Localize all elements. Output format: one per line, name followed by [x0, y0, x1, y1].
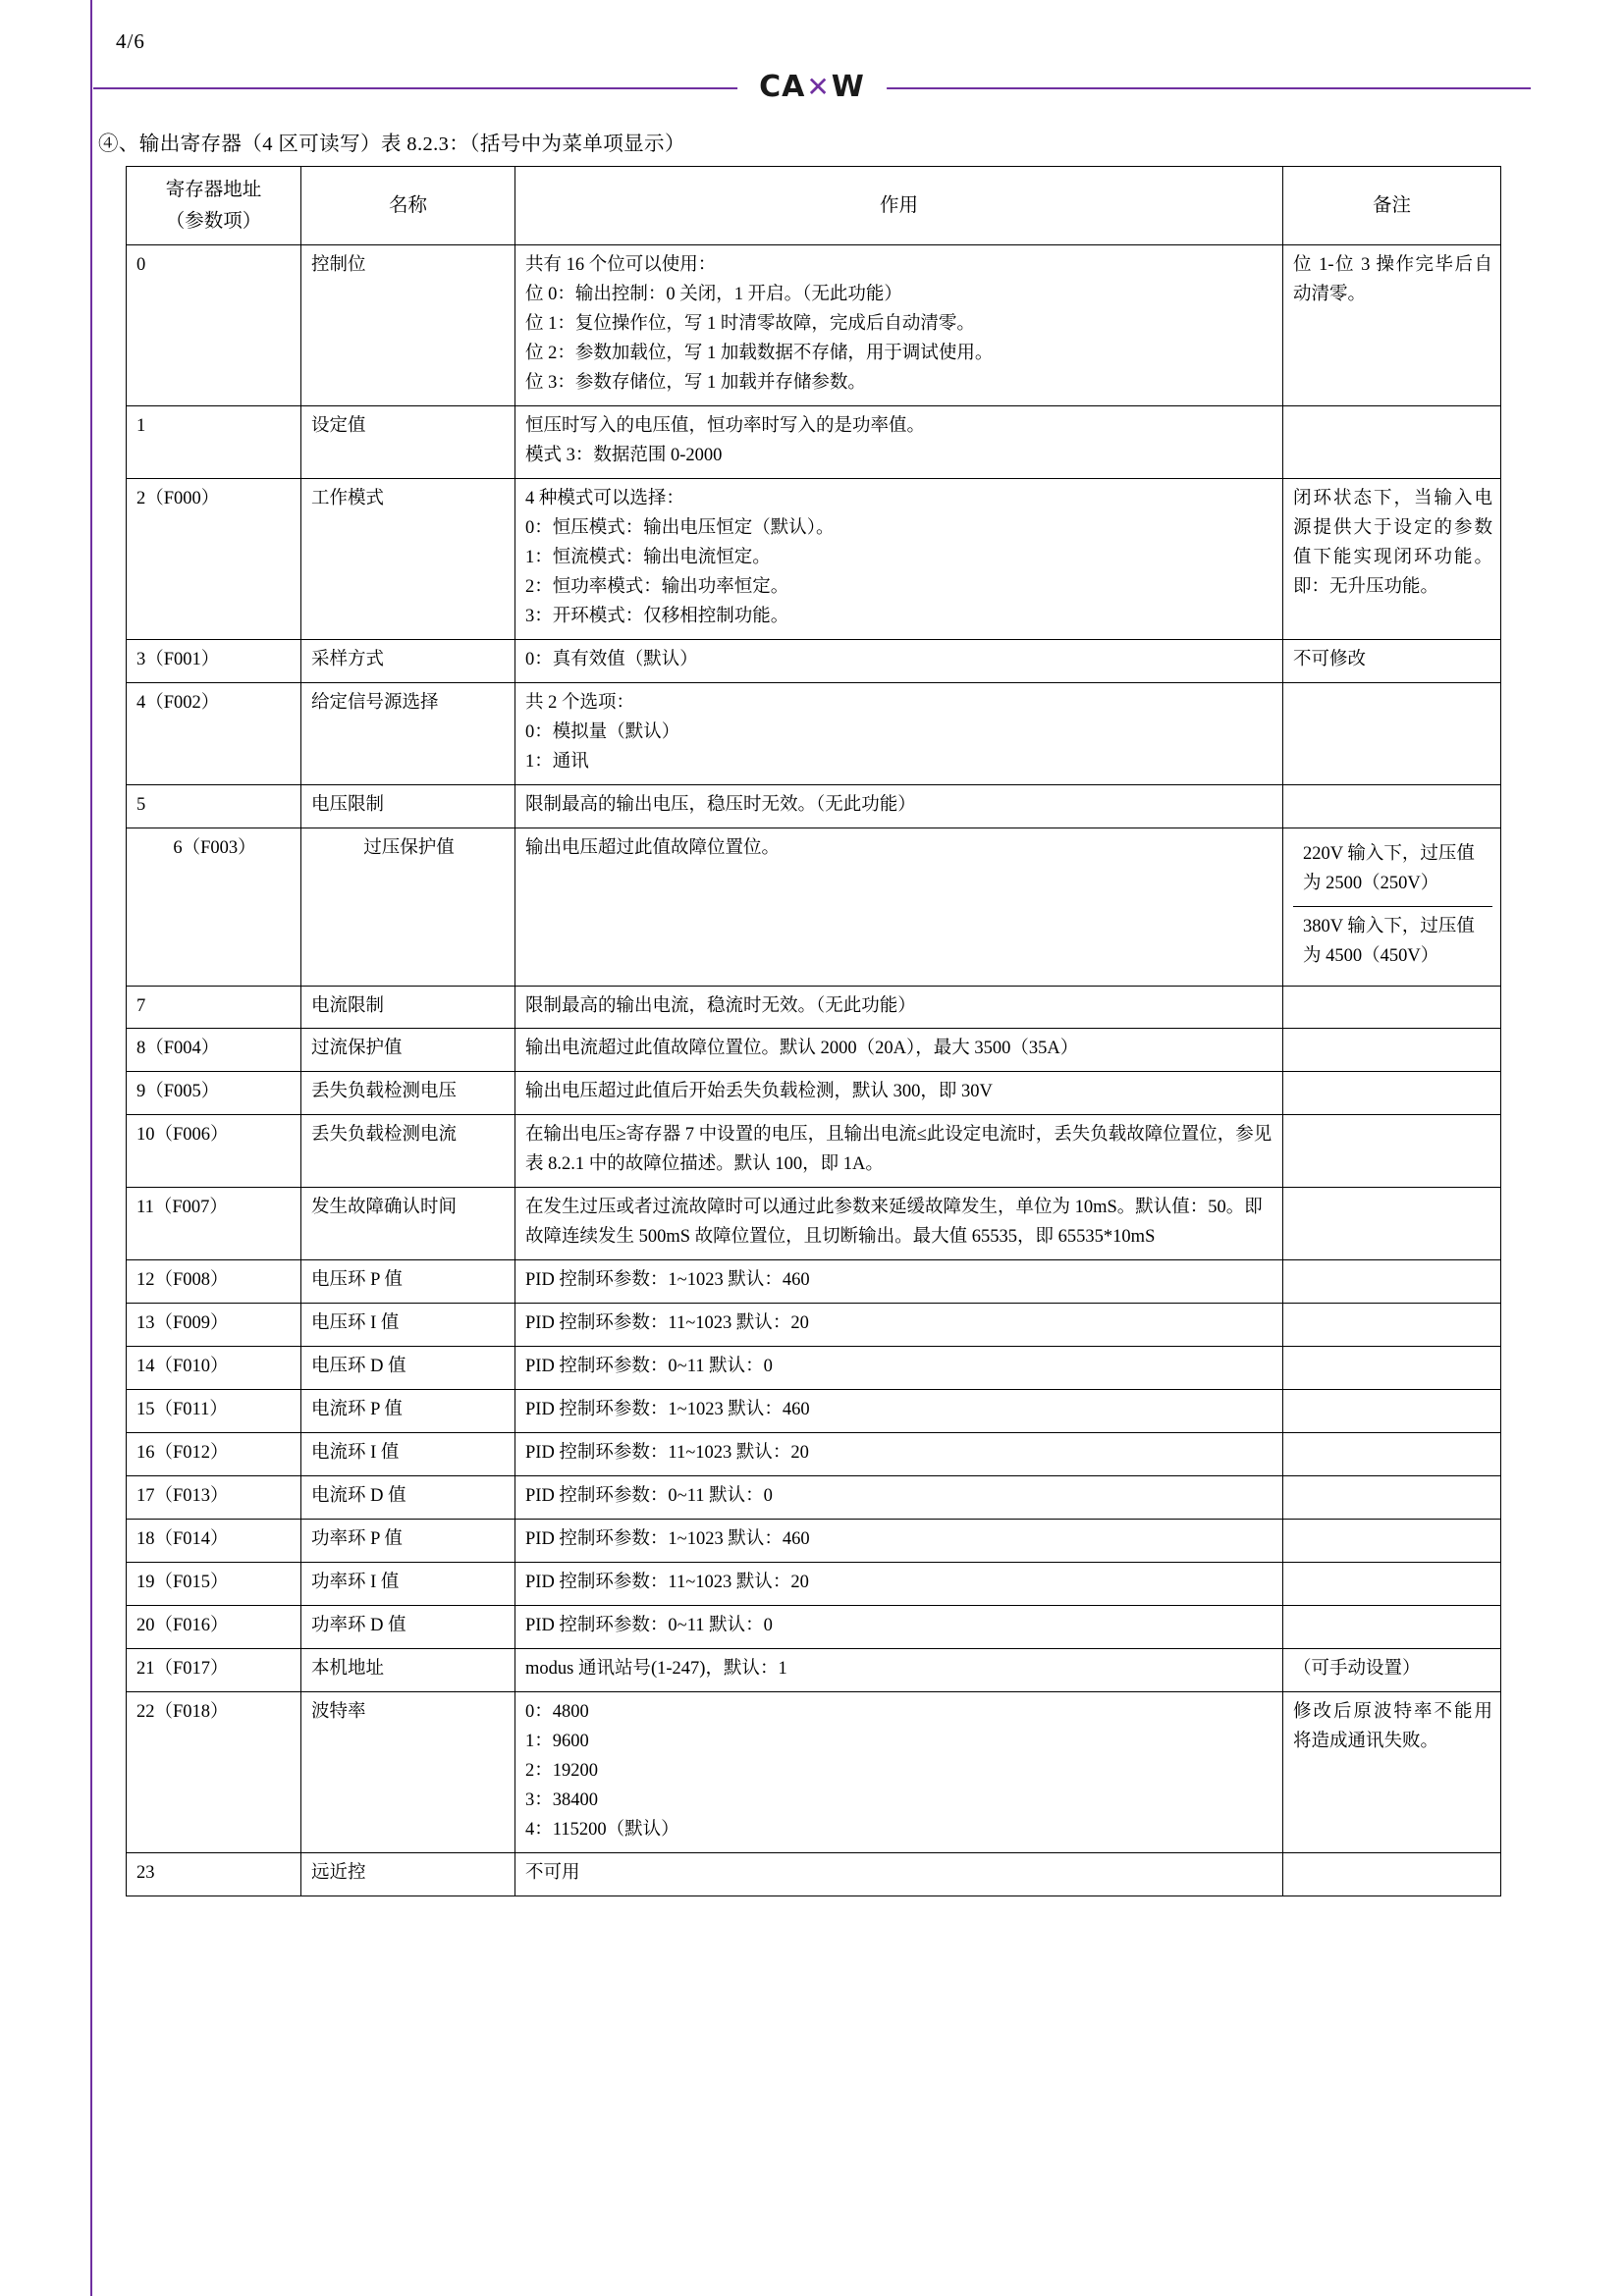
table-row [127, 1115, 1501, 1188]
table-row [127, 406, 1501, 479]
column-header-note: 备注 [1283, 167, 1501, 245]
cell-register-function: 输出电压超过此值后开始丢失负载检测，默认 300，即 30V [515, 1072, 1283, 1115]
table-row [127, 1520, 1501, 1563]
cell-register-address: 11（F007） [127, 1188, 301, 1260]
cell-register-address: 5 [127, 784, 301, 828]
company-logo [737, 70, 887, 105]
cell-register-function: PID 控制环参数：1~1023 默认：460 [515, 1520, 1283, 1563]
cell-register-note [1283, 1347, 1501, 1390]
column-header-address [127, 167, 301, 245]
cell-register-address: 8（F004） [127, 1029, 301, 1072]
left-margin-rule [90, 0, 92, 2296]
section-title: ④、输出寄存器（4 区可读写）表 8.2.3：（括号中为菜单项显示） [98, 133, 685, 155]
table-body [127, 245, 1501, 1896]
cell-register-name: 电压限制 [301, 784, 515, 828]
cell-register-note [1283, 1852, 1501, 1896]
column-header-function: 作用 [515, 167, 1283, 245]
cell-register-function: 在发生过压或者过流故障时可以通过此参数来延缓故障发生，单位为 10mS。默认值：50。即故障连续发生 500mS 故障位置位，且切断输出。最大值 65535，即 65535*10mS [515, 1188, 1283, 1260]
cell-register-note [1283, 1072, 1501, 1115]
cell-register-name: 波特率 [301, 1691, 515, 1852]
cell-register-function: 不可用 [515, 1852, 1283, 1896]
cell-register-note [1283, 828, 1501, 986]
cell-register-address: 23 [127, 1852, 301, 1896]
cell-register-name: 功率环 I 值 [301, 1563, 515, 1606]
table-row [127, 784, 1501, 828]
cell-register-function: PID 控制环参数：11~1023 默认：20 [515, 1563, 1283, 1606]
cell-register-name: 电流环 I 值 [301, 1433, 515, 1476]
cell-register-name: 电流限制 [301, 986, 515, 1029]
cell-register-name: 远近控 [301, 1852, 515, 1896]
cell-register-name: 电流环 D 值 [301, 1476, 515, 1520]
cell-register-name: 电压环 P 值 [301, 1260, 515, 1304]
cell-register-note: （可手动设置） [1283, 1649, 1501, 1692]
cell-register-address: 20（F016） [127, 1606, 301, 1649]
cell-register-name: 功率环 D 值 [301, 1606, 515, 1649]
cell-register-address: 7 [127, 986, 301, 1029]
cell-register-function: 输出电压超过此值故障位置位。 [515, 828, 1283, 986]
column-header-name: 名称 [301, 167, 515, 245]
cell-register-function: 共 2 个选项： 0：模拟量（默认） 1：通讯 [515, 682, 1283, 784]
cell-register-name: 控制位 [301, 245, 515, 406]
cell-register-address: 22（F018） [127, 1691, 301, 1852]
cell-register-note [1283, 986, 1501, 1029]
table-row [127, 828, 1501, 986]
cell-register-function: PID 控制环参数：11~1023 默认：20 [515, 1304, 1283, 1347]
cell-register-address: 21（F017） [127, 1649, 301, 1692]
cell-register-note [1283, 1433, 1501, 1476]
table-row [127, 1029, 1501, 1072]
cell-register-note [1283, 1029, 1501, 1072]
cell-register-address: 2（F000） [127, 478, 301, 639]
table-row [127, 1260, 1501, 1304]
cell-register-function: PID 控制环参数：0~11 默认：0 [515, 1476, 1283, 1520]
table-row [127, 682, 1501, 784]
logo-text-right: W [831, 70, 865, 104]
cell-register-address: 1 [127, 406, 301, 479]
cell-register-address: 6（F003） [127, 828, 301, 986]
table-row [127, 1347, 1501, 1390]
table-row [127, 245, 1501, 406]
cell-register-function: 在输出电压≥寄存器 7 中设置的电压，且输出电流≤此设定电流时，丢失负载故障位置位，参见表 8.2.1 中的故障位描述。默认 100，即 1A。 [515, 1115, 1283, 1188]
note-sub-line: 220V 输入下，过压值为 2500（250V） [1303, 843, 1475, 893]
cell-register-function: 0：4800 1：9600 2：19200 3：38400 4：115200（默认） [515, 1691, 1283, 1852]
cell-register-name: 过压保护值 [301, 828, 515, 986]
cell-register-note [1283, 1115, 1501, 1188]
cell-register-name: 电压环 I 值 [301, 1304, 515, 1347]
cell-register-function: modus 通讯站号(1-247)，默认：1 [515, 1649, 1283, 1692]
cell-register-note: 位 1-位 3 操作完毕后自动清零。 [1283, 245, 1501, 406]
cell-register-name: 过流保护值 [301, 1029, 515, 1072]
table-row [127, 1649, 1501, 1692]
cell-register-function: PID 控制环参数：0~11 默认：0 [515, 1606, 1283, 1649]
cell-register-function: 限制最高的输出电压，稳压时无效。（无此功能） [515, 784, 1283, 828]
page-number: 4/6 [116, 29, 145, 53]
cell-register-address: 4（F002） [127, 682, 301, 784]
table-row [127, 1304, 1501, 1347]
cell-register-name: 给定信号源选择 [301, 682, 515, 784]
table-row [127, 639, 1501, 682]
cell-register-note [1283, 406, 1501, 479]
cell-register-note [1283, 1390, 1501, 1433]
cell-register-function: 恒压时写入的电压值，恒功率时写入的是功率值。 模式 3：数据范围 0-2000 [515, 406, 1283, 479]
cell-register-name: 功率环 P 值 [301, 1520, 515, 1563]
cell-register-address: 16（F012） [127, 1433, 301, 1476]
cell-register-name: 丢失负载检测电流 [301, 1115, 515, 1188]
header-divider [93, 70, 1531, 105]
cell-register-address: 3（F001） [127, 639, 301, 682]
table-row [127, 1390, 1501, 1433]
cell-register-function: PID 控制环参数：1~1023 默认：460 [515, 1260, 1283, 1304]
cell-register-note [1283, 1260, 1501, 1304]
cell-register-function: PID 控制环参数：1~1023 默认：460 [515, 1390, 1283, 1433]
cell-register-address: 18（F014） [127, 1520, 301, 1563]
logo-x-icon: ✕ [806, 71, 831, 103]
cell-register-note: 不可修改 [1283, 639, 1501, 682]
cell-register-name: 电压环 D 值 [301, 1347, 515, 1390]
cell-register-function: 0：真有效值（默认） [515, 639, 1283, 682]
column-header-address-line1: 寄存器地址 [165, 180, 262, 200]
logo-text-left: CA [759, 70, 806, 104]
cell-register-name: 采样方式 [301, 639, 515, 682]
table-row [127, 1852, 1501, 1896]
cell-register-function: 4 种模式可以选择： 0：恒压模式：输出电压恒定（默认）。 1：恒流模式：输出电流恒定。 2：恒功率模式：输出功率恒定。 3：开环模式：仅移相控制功能。 [515, 478, 1283, 639]
cell-register-function: PID 控制环参数：11~1023 默认：20 [515, 1433, 1283, 1476]
table-row [127, 1072, 1501, 1115]
cell-register-note: 修改后原波特率不能用将造成通讯失败。 [1283, 1691, 1501, 1852]
note-sub-line: 380V 输入下，过压值为 4500（450V） [1293, 906, 1492, 979]
cell-register-address: 17（F013） [127, 1476, 301, 1520]
cell-register-address: 10（F006） [127, 1115, 301, 1188]
table-row [127, 986, 1501, 1029]
table-row [127, 1563, 1501, 1606]
cell-register-address: 14（F010） [127, 1347, 301, 1390]
cell-register-note [1283, 682, 1501, 784]
cell-register-name: 设定值 [301, 406, 515, 479]
table-row [127, 1606, 1501, 1649]
cell-register-address: 15（F011） [127, 1390, 301, 1433]
cell-register-name: 发生故障确认时间 [301, 1188, 515, 1260]
cell-register-note [1283, 1606, 1501, 1649]
table-header-row [127, 167, 1501, 245]
table-row [127, 1188, 1501, 1260]
cell-register-address: 13（F009） [127, 1304, 301, 1347]
cell-register-address: 12（F008） [127, 1260, 301, 1304]
cell-register-note: 闭环状态下，当输入电源提供大于设定的参数值下能实现闭环功能。即：无升压功能。 [1283, 478, 1501, 639]
cell-register-note [1283, 1476, 1501, 1520]
register-table [126, 166, 1501, 1896]
cell-register-function: 限制最高的输出电流，稳流时无效。（无此功能） [515, 986, 1283, 1029]
cell-register-note [1283, 1304, 1501, 1347]
cell-register-name: 工作模式 [301, 478, 515, 639]
table-row [127, 1433, 1501, 1476]
column-header-address-line2: （参数项） [165, 210, 262, 232]
cell-register-function: PID 控制环参数：0~11 默认：0 [515, 1347, 1283, 1390]
cell-register-note [1283, 1188, 1501, 1260]
cell-register-note [1283, 1563, 1501, 1606]
cell-register-name: 本机地址 [301, 1649, 515, 1692]
cell-register-note [1283, 784, 1501, 828]
cell-register-function: 输出电流超过此值故障位置位。默认 2000（20A），最大 3500（35A） [515, 1029, 1283, 1072]
cell-register-address: 9（F005） [127, 1072, 301, 1115]
cell-register-name: 电流环 P 值 [301, 1390, 515, 1433]
cell-register-address: 0 [127, 245, 301, 406]
cell-register-function: 共有 16 个位可以使用： 位 0：输出控制：0 关闭，1 开启。（无此功能） 位 1：复位操作位，写 1 时清零故障，完成后自动清零。 位 2：参数加载位，写 1 加载数据不存储，用于调试使用。 位 3：参数存储位，写 1 加载并存储参数。 [515, 245, 1283, 406]
table-row [127, 1476, 1501, 1520]
table-row [127, 478, 1501, 639]
cell-register-note [1283, 1520, 1501, 1563]
table-row [127, 1691, 1501, 1852]
cell-register-name: 丢失负载检测电压 [301, 1072, 515, 1115]
cell-register-address: 19（F015） [127, 1563, 301, 1606]
